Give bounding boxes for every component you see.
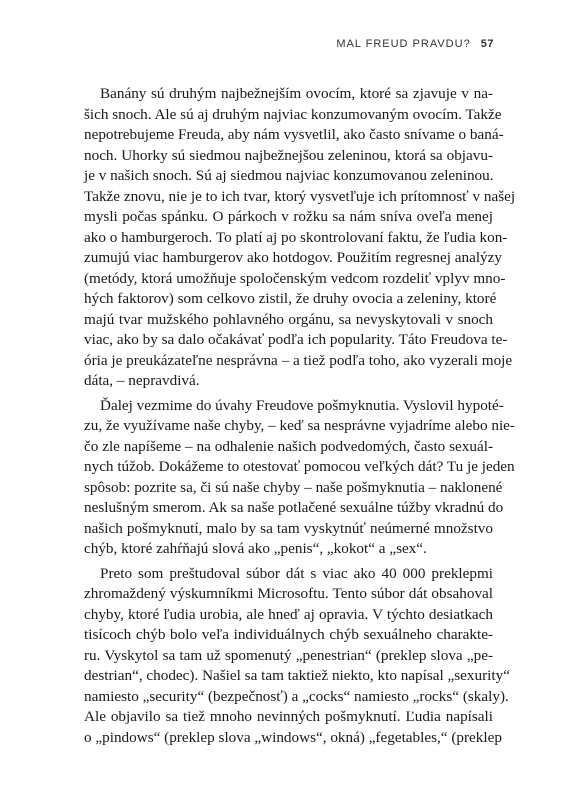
text-line: namiesto „security“ (bezpečnosť) a „cocks“ namiesto „rocks“ (skaly). <box>84 687 509 705</box>
text-line: chyby, ktoré ľudia urobia, ale hneď aj opravia. V týchto desiatkach <box>84 605 493 623</box>
paragraph-bananas <box>84 84 516 392</box>
text-line: Takže znovu, nie je to ich tvar, ktorý vysvetľuje ich prítomnosť v našej <box>84 187 516 205</box>
text-line: hých faktorov) som celkovo zistil, že druhy ovocia a zeleniny, ktoré <box>84 290 497 307</box>
paragraph-freudian-slips <box>84 396 515 560</box>
paragraph-microsoft-typos <box>84 564 510 749</box>
body-text <box>84 84 516 748</box>
text-line: nepotrebujeme Freuda, aby nám vysvetlil, ako často snívame o baná- <box>84 126 504 143</box>
text-line: (metódy, ktorá umožňuje spoločenským vedcom rozdeliť vplyv mno- <box>84 269 506 287</box>
text-line: chýb, ktoré zahŕňajú slová ako „penis“, „kokot“ a „sex“. <box>84 540 427 557</box>
text-line: Banány sú druhým najbežnejším ovocím, ktoré sa zjavuje v na- <box>100 85 493 102</box>
text-line: ru. Vyskytol sa tam už spomenutý „penestrian“ (preklep slova „pe- <box>84 646 493 664</box>
text-line: zu, že využívame naše chyby, – keď sa nesprávne vyjadríme alebo nie- <box>84 417 515 434</box>
text-line: majú tvar mužského pohlavného orgánu, sa nevyskytovali v snoch <box>84 310 493 328</box>
text-line: ória je preukázateľne nesprávna – a tiež podľa toho, ako vyzerali moje <box>84 351 513 369</box>
text-line: ako o hamburgeroch. To platí aj po skontrolovaní faktu, že ľudia kon- <box>84 228 508 246</box>
text-line: viac, ako by sa dalo očakávať podľa ich popularity. Táto Freudova te- <box>84 331 508 348</box>
text-line: Ďalej vezmime do úvahy Freudove pošmyknutia. Vyslovil hypoté- <box>100 396 504 414</box>
text-line: mysli počas spánku. O párkoch v rožku sa nám sníva oveľa menej <box>84 208 493 225</box>
text-line: zumujú viac hamburgerov ako hotdogov. Použitím regresnej analýzy <box>84 249 502 266</box>
text-line: noch. Uhorky sú siedmou najbežnejšou zeleninou, ktorá sa objavu- <box>84 146 493 164</box>
text-line: spôsob: pozrite sa, či sú naše chyby – naše pošmyknutia – naklonené <box>84 478 503 496</box>
text-line: čo zle napíšeme – na odhalenie našich podvedomých, často sexuál- <box>84 437 493 455</box>
text-line: nych túžob. Dokážeme to otestovať pomocou veľkých dát? Tu je jeden <box>84 458 515 475</box>
running-header <box>336 38 494 50</box>
page-number: 57 <box>480 38 494 50</box>
text-line: našich pošmyknutí, malo by sa tam vyskytnúť neúmerné množstvo <box>84 519 493 537</box>
text-line: neslušným smerom. Ak sa naše potlačené sexuálne túžby vkradnú do <box>84 499 504 516</box>
text-line: je v našich snoch. Sú aj siedmou najviac konzumovanou zeleninou. <box>84 167 494 184</box>
text-line: zhromaždený výskumníkmi Microsoftu. Tento súbor dát obsahoval <box>84 585 493 602</box>
text-line: o „pindows“ (preklep slova „windows“, okná) „fegetables,“ (preklep <box>84 728 502 746</box>
text-line: tisícoch chýb bolo veľa individuálnych chýb sexuálneho charakte- <box>84 626 493 643</box>
text-line: dáta, – nepravdivá. <box>84 372 200 389</box>
text-line: Ale objavilo sa tiež mnoho nevinných pošmyknutí. Ľudia napísali <box>84 708 493 725</box>
text-line: destrian“, chodec). Našiel sa tam taktiež niekto, kto napísal „sexurity“ <box>84 667 510 684</box>
text-line: Preto som preštudoval súbor dát s viac ako 40 000 preklepmi <box>100 564 493 582</box>
running-title: MAL FREUD PRAVDU? <box>336 38 471 50</box>
text-line: šich snoch. Ale sú aj druhým najviac konzumovaným ovocím. Takže <box>84 105 502 123</box>
